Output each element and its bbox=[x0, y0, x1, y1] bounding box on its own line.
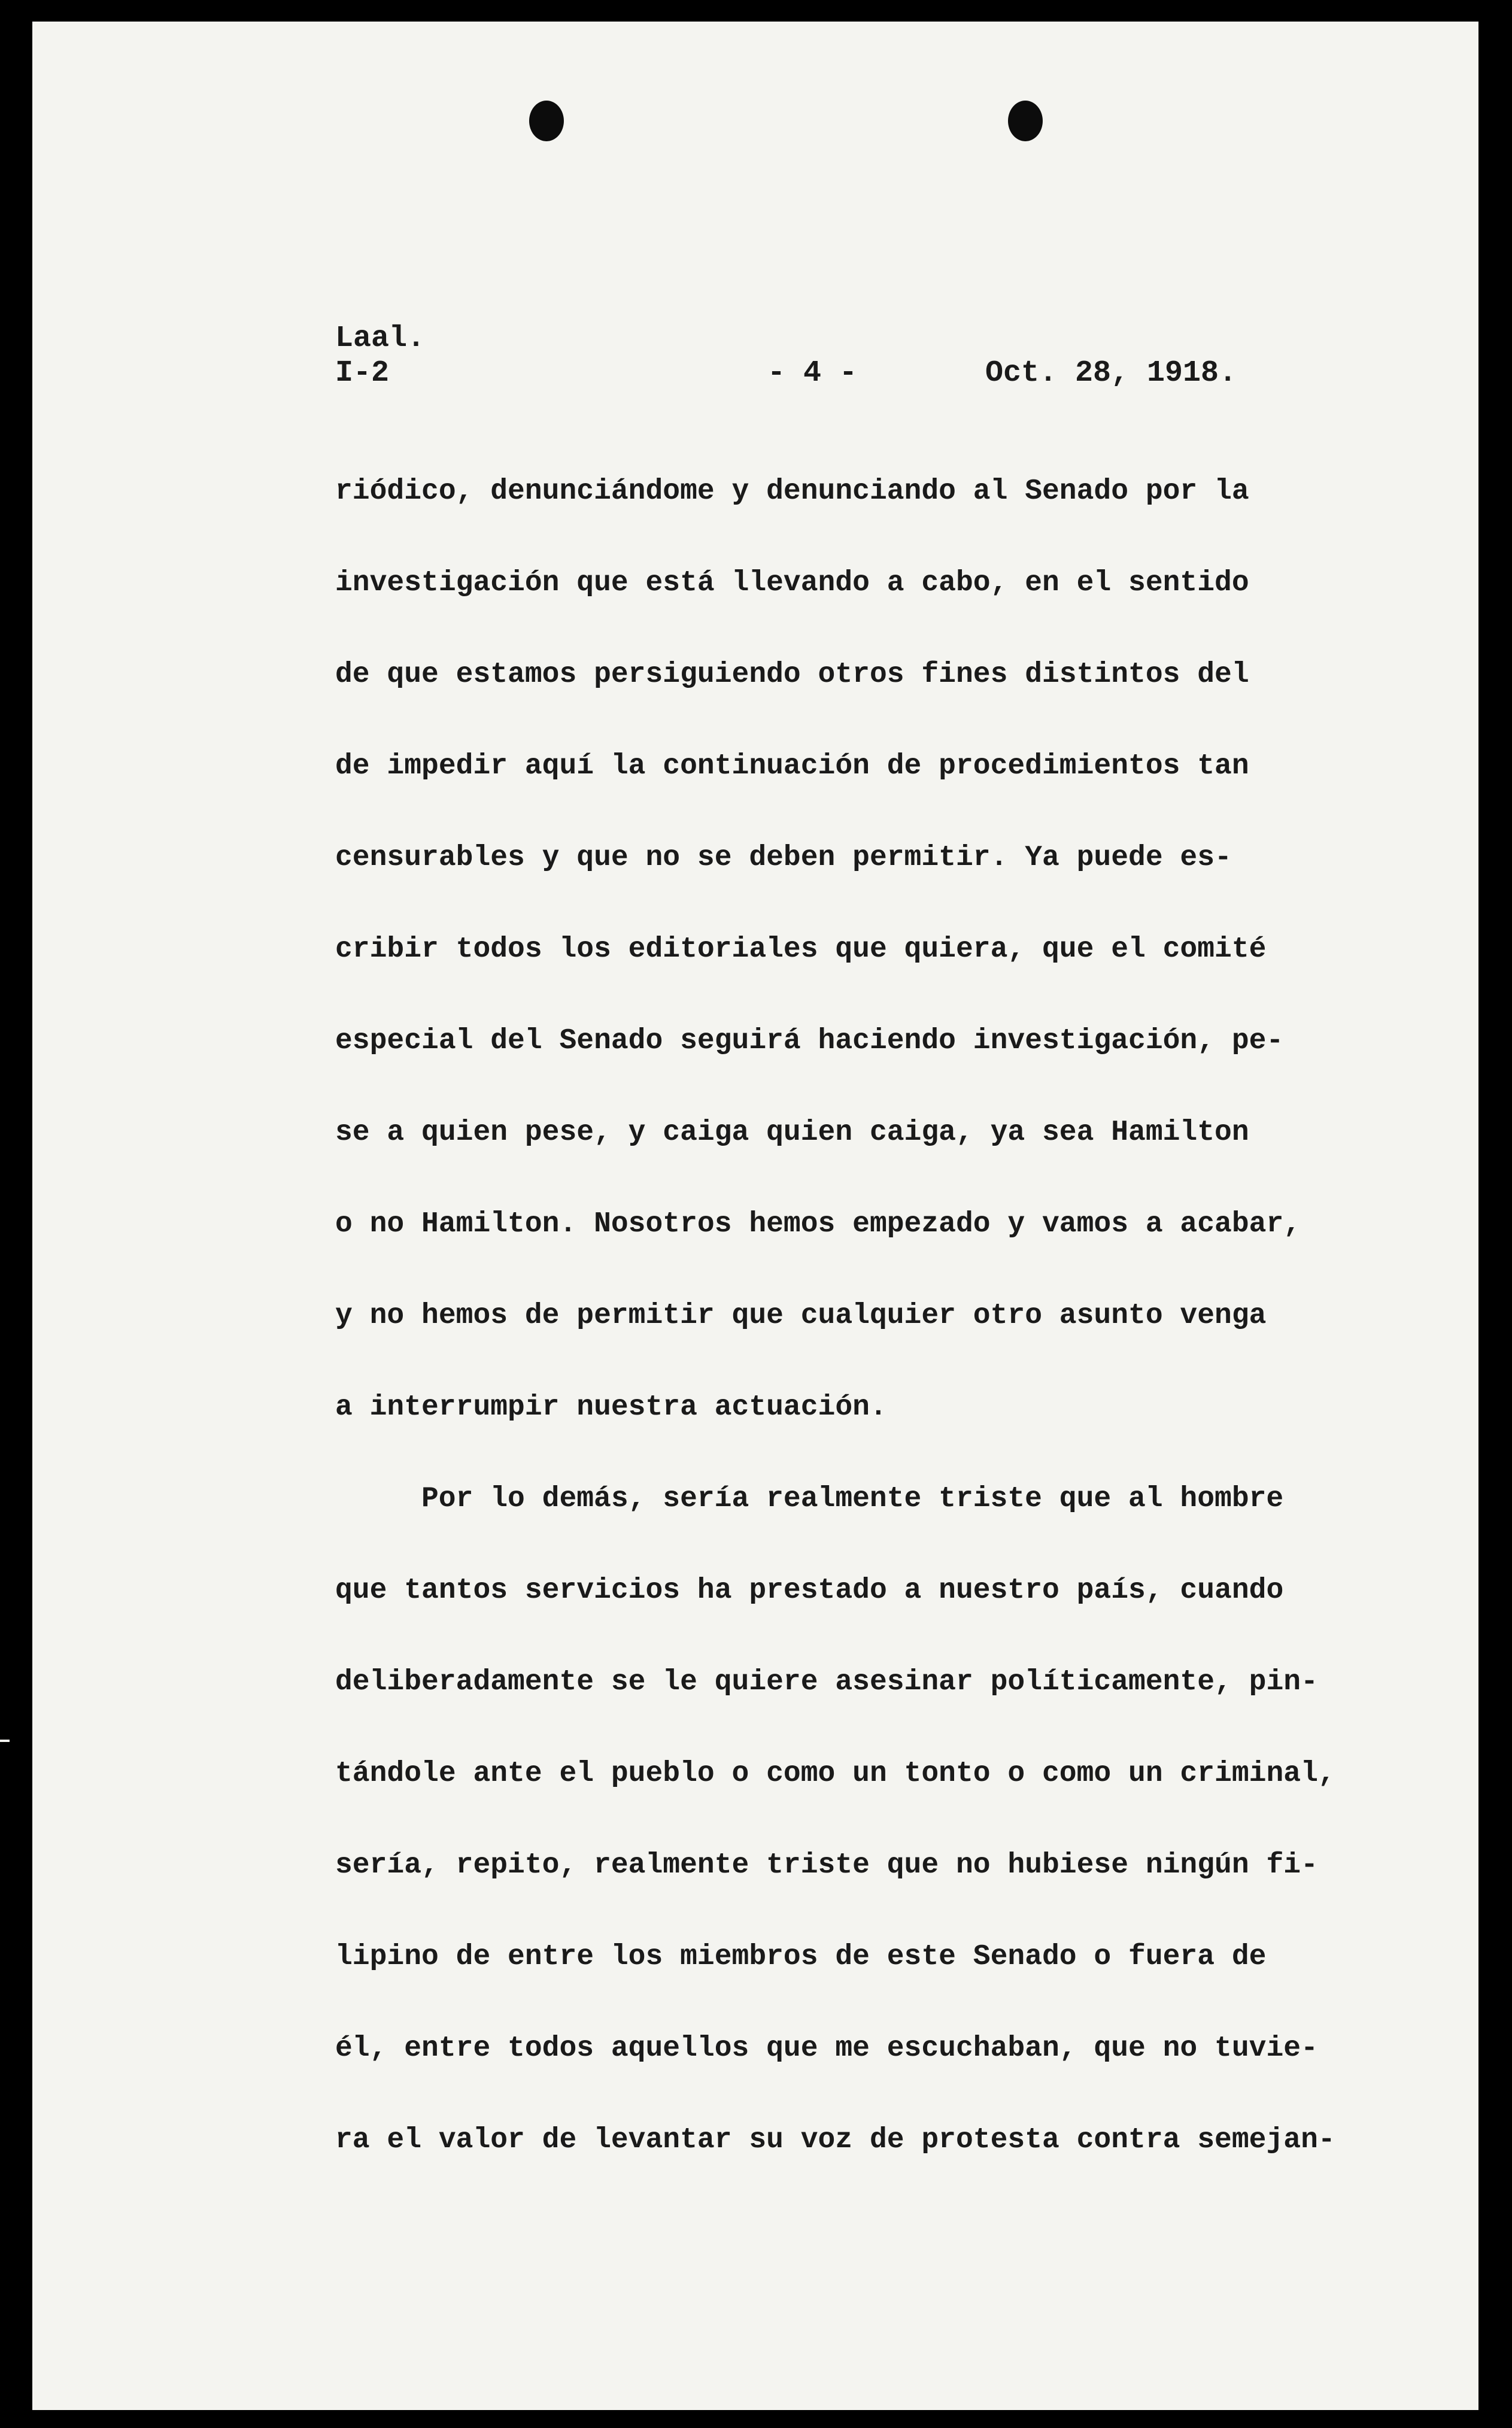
text-line: lipino de entre los miembros de este Senado o fuera de bbox=[335, 1941, 1267, 1973]
page-header bbox=[335, 321, 1478, 402]
text-line: de impedir aquí la continuación de procedimientos tan bbox=[335, 750, 1249, 782]
header-id-line-2: I-2 bbox=[335, 356, 390, 390]
text-line: tándole ante el pueblo o como un tonto o como un criminal, bbox=[335, 1758, 1335, 1790]
text-line: que tantos servicios ha prestado a nuestro país, cuando bbox=[335, 1574, 1284, 1607]
text-line: ra el valor de levantar su voz de protesta contra semejan- bbox=[335, 2124, 1335, 2156]
punch-hole-right bbox=[1008, 101, 1043, 141]
body-text bbox=[335, 477, 1413, 2217]
paragraph-start-line: Por lo demás, sería realmente triste que al hombre bbox=[421, 1483, 1284, 1515]
text-line: cribir todos los editoriales que quiera, que el comité bbox=[335, 933, 1267, 966]
text-line: deliberadamente se le quiere asesinar políticamente, pin- bbox=[335, 1666, 1318, 1698]
text-line: o no Hamilton. Nosotros hemos empezado y vamos a acabar, bbox=[335, 1208, 1301, 1240]
page-number: - 4 - bbox=[767, 356, 858, 390]
text-line: y no hemos de permitir que cualquier otro asunto venga bbox=[335, 1300, 1267, 1332]
text-line: a interrumpir nuestra actuación. bbox=[335, 1391, 887, 1424]
text-line: riódico, denunciándome y denunciando al Senado por la bbox=[335, 475, 1249, 508]
text-line: especial del Senado seguirá haciendo investigación, pe- bbox=[335, 1025, 1284, 1057]
text-line: se a quien pese, y caiga quien caiga, ya sea Hamilton bbox=[335, 1116, 1249, 1149]
text-line: él, entre todos aquellos que me escuchaban, que no tuvie- bbox=[335, 2032, 1318, 2065]
text-line: sería, repito, realmente triste que no hubiese ningún fi- bbox=[335, 1849, 1318, 1881]
edge-mark bbox=[0, 1740, 10, 1742]
header-id-line-1: Laal. bbox=[335, 321, 426, 356]
text-line: de que estamos persiguiendo otros fines distintos del bbox=[335, 658, 1249, 691]
document-date: Oct. 28, 1918. bbox=[985, 356, 1237, 390]
text-line: investigación que está llevando a cabo, en el sentido bbox=[335, 567, 1249, 599]
document-page bbox=[32, 22, 1478, 2410]
text-line: censurables y que no se deben permitir. Ya puede es- bbox=[335, 842, 1232, 874]
punch-hole-left bbox=[529, 101, 564, 141]
